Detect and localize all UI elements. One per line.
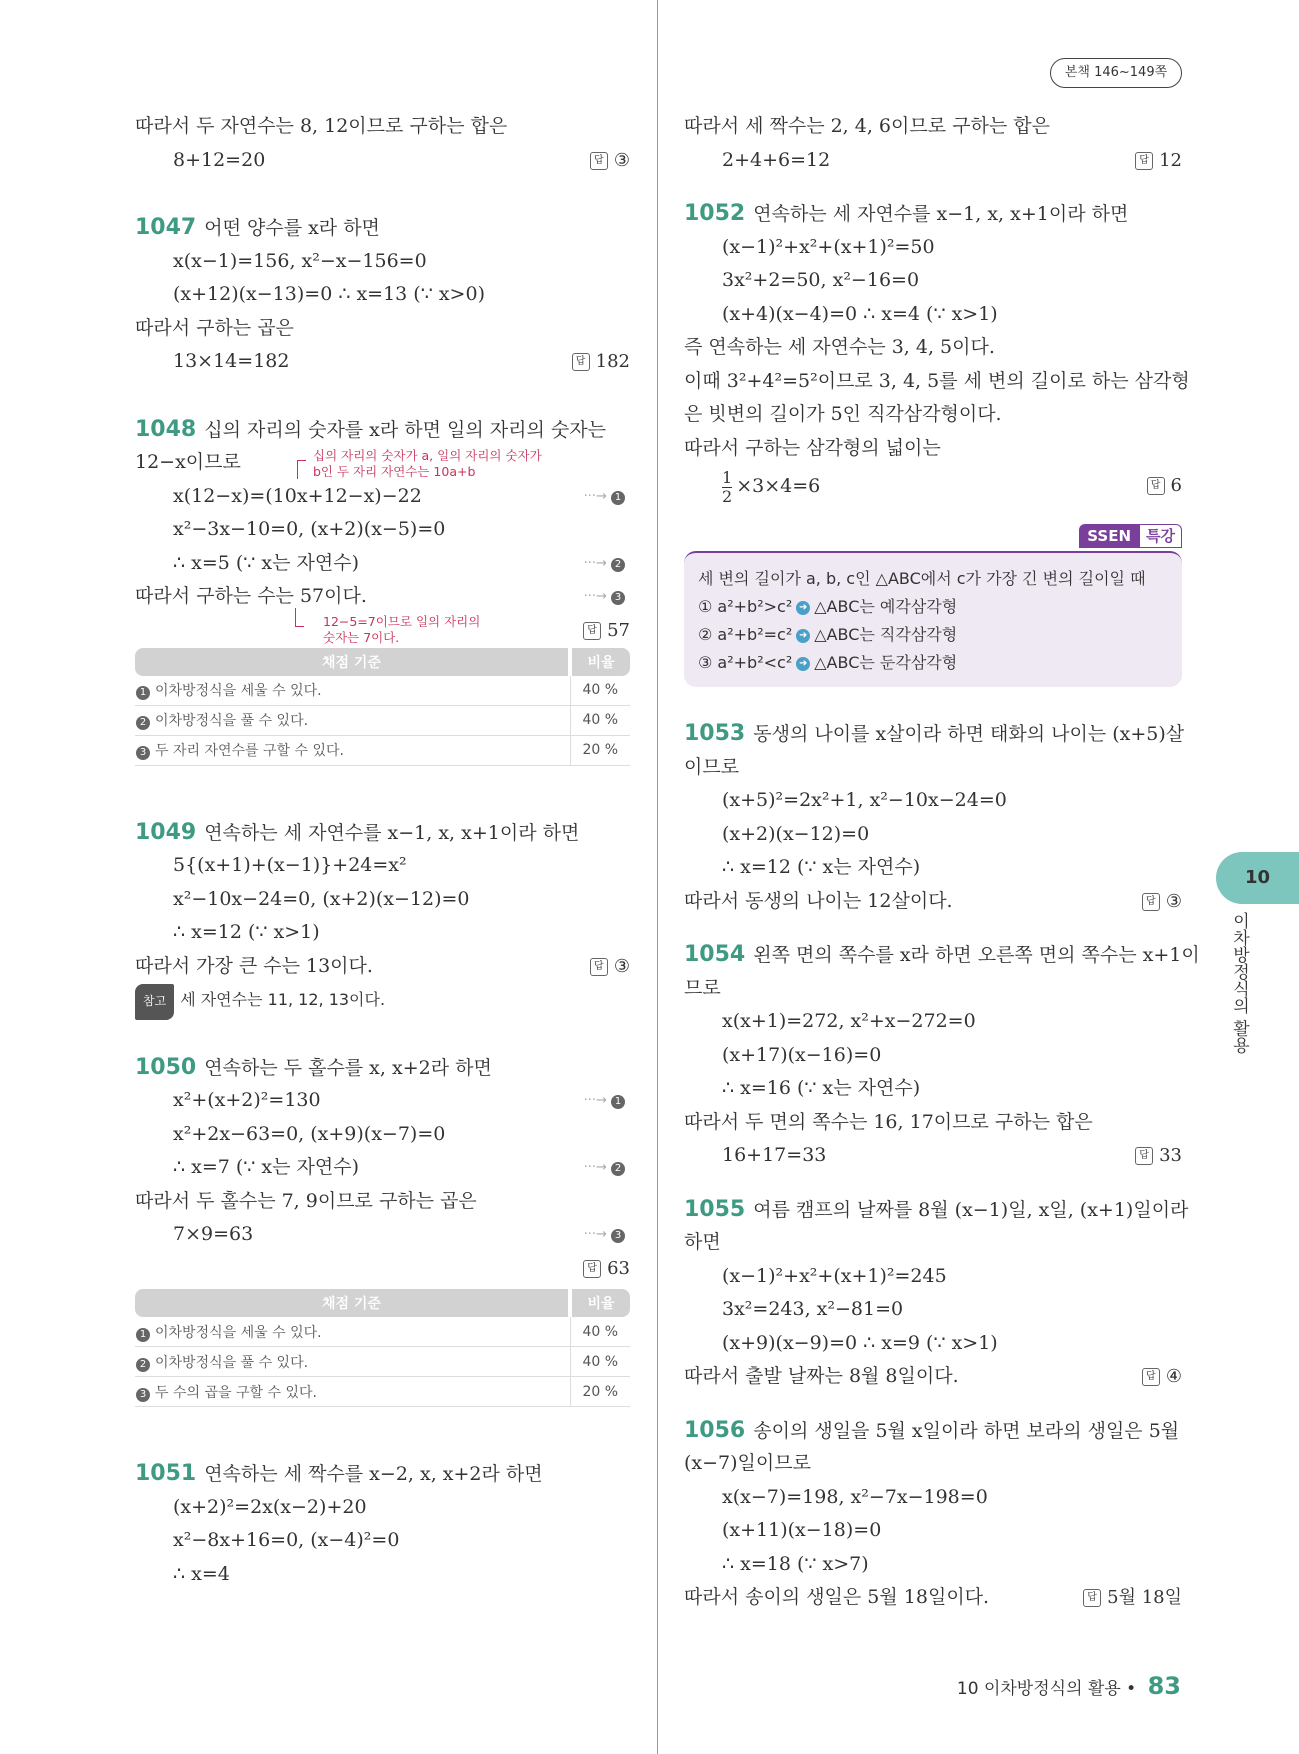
- ssen-rule: ② a²+b²=c² ➜ △ABC는 직각삼각형: [698, 625, 958, 644]
- problem-number: 1053: [684, 721, 746, 746]
- note-badge: 참고: [135, 984, 174, 1020]
- criteria-header: 채점 기준: [135, 1289, 570, 1317]
- problem-number: 1048: [135, 416, 197, 442]
- step-marker: ···→ 3: [584, 1218, 630, 1252]
- equation-line: ∴ x=18 (∵ x>7): [722, 1552, 869, 1575]
- problem-number: 1049: [135, 819, 197, 845]
- page-number: 83: [1147, 1672, 1181, 1700]
- problem-1049-intro: 1049 연속하는 세 자연수를 x−1, x, x+1이라 하면: [135, 819, 580, 845]
- ssen-tag: SSEN 특강: [1079, 525, 1182, 546]
- step-marker: ···→ 2: [584, 547, 630, 581]
- column-divider: [657, 0, 658, 1754]
- equation-line: 8+12=20 답 ③: [135, 144, 630, 178]
- text-line: 따라서 구하는 곱은: [135, 316, 294, 339]
- equation-line: (x+2)²=2x(x−2)+20: [173, 1495, 367, 1518]
- answer: 답 5월 18일: [1083, 1581, 1182, 1615]
- problem-1048-intro: 1048 십의 자리의 숫자를 x라 하면 일의 자리의 숫자는: [135, 416, 606, 442]
- problem-number: 1050: [135, 1054, 197, 1080]
- equation-line: (x+2)(x−12)=0: [722, 822, 870, 845]
- footer-separator: •: [1126, 1679, 1137, 1699]
- equation-line: 2+4+6=12 답 12: [684, 144, 1182, 178]
- table-row: 3 두 수의 곱을 구할 수 있다. 20 %: [135, 1377, 630, 1407]
- footer-chapter: 10 이차방정식의 활용: [956, 1679, 1121, 1699]
- right-column: [684, 110, 1200, 1615]
- step-marker: ···→ 1: [584, 1084, 630, 1118]
- answer: 답 ③: [590, 144, 630, 178]
- answer-icon: 답: [1142, 893, 1160, 911]
- text-line: 은 빗변의 길이가 5인 직각삼각형이다.: [684, 403, 1002, 425]
- equation-line: ∴ x=4: [173, 1562, 230, 1585]
- answer-icon: 답: [583, 622, 601, 640]
- text-line: 따라서 송이의 생일은 5월 18일이다. 답 5월 18일: [684, 1581, 1182, 1615]
- annotation-bracket: [295, 608, 304, 627]
- answer: 답 57: [583, 614, 630, 648]
- criteria-header: 채점 기준: [135, 648, 570, 676]
- text-line: 따라서 출발 날짜는 8월 8일이다. 답 ④: [684, 1360, 1182, 1394]
- step-marker: ···→ 3: [584, 580, 630, 614]
- equation-line: x(12−x)=(10x+12−x)−22 ···→ 1: [135, 480, 630, 514]
- problem-1051-intro: 1051 연속하는 세 짝수를 x−2, x, x+2라 하면: [135, 1461, 543, 1486]
- equation-line: x²−10x−24=0, (x+2)(x−12)=0: [173, 887, 470, 910]
- text-line: 따라서 세 짝수는 2, 4, 6이므로 구하는 합은: [684, 115, 1050, 137]
- answer: 답 12: [1135, 144, 1182, 178]
- equation-line: x²−3x−10=0, (x+2)(x−5)=0: [173, 518, 446, 540]
- problem-1056-intro: 1056 송이의 생일을 5월 x일이라 하면 보라의 생일은 5월: [684, 1417, 1180, 1443]
- answer-icon: 답: [590, 152, 608, 170]
- annotation-note: 십의 자리의 숫자가 a, 일의 자리의 숫자가 b인 두 자리 자연수는 10a+b: [313, 448, 542, 479]
- text-line: 12−x이므로 십의 자리의 숫자가 a, 일의 자리의 숫자가 b인 두 자리 자연수는 10a+b: [135, 448, 542, 479]
- answer-icon: 답: [1083, 1589, 1101, 1607]
- table-row: 3 두 자리 자연수를 구할 수 있다. 20 %: [135, 735, 630, 765]
- problem-number: 1047: [135, 215, 197, 240]
- left-column: [135, 110, 630, 1591]
- text-line: 따라서 두 자연수는 8, 12이므로 구하는 합은: [135, 115, 508, 137]
- text-line: 따라서 두 면의 쪽수는 16, 17이므로 구하는 합은: [684, 1110, 1093, 1133]
- book-reference-badge: 본책 146~149쪽: [1050, 58, 1182, 88]
- table-row: 2 이차방정식을 풀 수 있다. 40 %: [135, 705, 630, 735]
- equation-line: 13×14=182 답 182: [135, 345, 630, 379]
- ssen-title: 세 변의 길이가 a, b, c인 △ABC에서 c가 가장 긴 변의 길이일 때: [698, 569, 1146, 588]
- text-line: (x−7)일이므로: [684, 1452, 811, 1474]
- problem-number: 1056: [684, 1417, 746, 1443]
- equation-line: (x+12)(x−13)=0 ∴ x=13 (∵ x>0): [173, 283, 485, 305]
- problem-number: 1051: [135, 1461, 197, 1486]
- problem-number: 1054: [684, 942, 746, 967]
- equation-line: (x+17)(x−16)=0: [722, 1043, 882, 1066]
- answer-icon: 답: [572, 353, 590, 371]
- chapter-tab-label: 이차방정식의 활용: [1229, 912, 1249, 1054]
- equation-line: $\frac{1}{2}$ ×3×4=6 답 6: [684, 465, 1182, 507]
- ratio-header: 비율: [570, 1289, 630, 1317]
- answer-row: [135, 1252, 630, 1286]
- equation-line: ∴ x=5 (∵ x는 자연수) ···→ 2: [135, 547, 630, 581]
- annotation-note: 12−5=7이므로 일의 자리의 숫자는 7이다.: [323, 613, 481, 645]
- step-marker: ···→ 1: [584, 480, 630, 514]
- answer: 답 ③: [590, 950, 630, 984]
- equation-line: (x−1)²+x²+(x+1)²=245: [722, 1264, 947, 1287]
- text-line: 따라서 가장 큰 수는 13이다. 답 ③: [135, 950, 630, 984]
- ssen-rule: ③ a²+b²<c² ➜ △ABC는 둔각삼각형: [698, 653, 958, 672]
- equation-line: (x+5)²=2x²+1, x²−10x−24=0: [722, 789, 1007, 811]
- table-row: 1 이차방정식을 세울 수 있다. 40 %: [135, 676, 630, 706]
- scoring-criteria-table: [135, 648, 630, 766]
- problem-1052-intro: 1052 연속하는 세 자연수를 x−1, x, x+1이라 하면: [684, 201, 1129, 226]
- problem-1053-intro: 1053 동생의 나이를 x살이라 하면 태화의 나이는 (x+5)살: [684, 721, 1185, 746]
- equation-line: x²+2x−63=0, (x+9)(x−7)=0: [173, 1122, 446, 1145]
- answer: 답 63: [583, 1252, 630, 1286]
- scoring-criteria-table: [135, 1289, 630, 1407]
- text-line: 하면: [684, 1231, 721, 1253]
- equation-line: x²+(x+2)²=130 ···→ 1: [135, 1084, 630, 1118]
- ssen-rule: ① a²+b²>c² ➜ △ABC는 예각삼각형: [698, 597, 958, 616]
- text-line: 따라서 구하는 삼각형의 넓이는: [684, 436, 941, 459]
- answer: 답 6: [1147, 465, 1182, 507]
- table-row: 2 이차방정식을 풀 수 있다. 40 %: [135, 1347, 630, 1377]
- answer: 답 182: [572, 345, 630, 379]
- problem-number: 1055: [684, 1196, 746, 1222]
- equation-line: (x+11)(x−18)=0: [722, 1519, 882, 1541]
- answer: 답 ④: [1142, 1360, 1182, 1394]
- equation-line: ∴ x=7 (∵ x는 자연수) ···→ 2: [135, 1151, 630, 1185]
- annotation-row: [135, 614, 630, 644]
- problem-1055-intro: 1055 여름 캠프의 날짜를 8월 (x−1)일, x일, (x+1)일이라: [684, 1196, 1189, 1222]
- text-line: 이므로: [684, 755, 740, 778]
- step-marker: ···→ 2: [584, 1151, 630, 1185]
- answer-icon: 답: [583, 1260, 601, 1278]
- arrow-icon: ➜: [796, 601, 810, 615]
- text-line: 므로: [684, 976, 721, 999]
- arrow-icon: ➜: [796, 629, 810, 643]
- text-line: 따라서 구하는 수는 57이다. ···→ 3: [135, 580, 630, 614]
- equation-line: 3x²=243, x²−81=0: [722, 1298, 904, 1320]
- equation-line: ∴ x=16 (∵ x는 자연수): [722, 1077, 921, 1099]
- equation-line: 5{(x+1)+(x−1)}+24=x²: [173, 854, 407, 876]
- equation-line: (x−1)²+x²+(x+1)²=50: [722, 235, 935, 258]
- annotation-bracket: [297, 460, 306, 479]
- problem-number: 1052: [684, 201, 746, 226]
- equation-line: x(x−1)=156, x²−x−156=0: [173, 249, 427, 272]
- answer-icon: 답: [590, 958, 608, 976]
- ssen-special-box: [684, 527, 1182, 687]
- equation-line: (x+9)(x−9)=0 ∴ x=9 (∵ x>1): [722, 1331, 998, 1354]
- answer: 답 33: [1135, 1139, 1182, 1173]
- chapter-tab[interactable]: 10: [1216, 852, 1299, 904]
- answer-icon: 답: [1135, 1147, 1153, 1165]
- answer-icon: 답: [1147, 477, 1165, 495]
- text-line: 따라서 동생의 나이는 12살이다. 답 ③: [684, 885, 1182, 919]
- reference-note: 참고 세 자연수는 11, 12, 13이다.: [135, 983, 630, 1017]
- equation-line: 16+17=33 답 33: [684, 1139, 1182, 1173]
- fraction: $\frac{1}{2}$: [722, 467, 733, 506]
- equation-line: 3x²+2=50, x²−16=0: [722, 269, 920, 291]
- equation-line: (x+4)(x−4)=0 ∴ x=4 (∵ x>1): [722, 302, 998, 325]
- equation-line: x(x+1)=272, x²+x−272=0: [722, 1010, 976, 1032]
- equation-line: ∴ x=12 (∵ x는 자연수): [722, 856, 921, 878]
- answer-icon: 답: [1142, 1368, 1160, 1386]
- answer-icon: 답: [1135, 152, 1153, 170]
- text-line: 따라서 두 홀수는 7, 9이므로 구하는 곱은: [135, 1189, 477, 1212]
- equation-line: x(x−7)=198, x²−7x−198=0: [722, 1485, 988, 1508]
- ratio-header: 비율: [570, 648, 630, 676]
- equation-line: x²−8x+16=0, (x−4)²=0: [173, 1529, 400, 1551]
- problem-1054-intro: 1054 왼쪽 면의 쪽수를 x라 하면 오른쪽 면의 쪽수는 x+1이: [684, 942, 1200, 967]
- equation-line: ∴ x=12 (∵ x>1): [173, 921, 320, 943]
- text-line: 즉 연속하는 세 자연수는 3, 4, 5이다.: [684, 336, 995, 358]
- text-line: 이때 3²+4²=5²이므로 3, 4, 5를 세 변의 길이로 하는 삼각형: [684, 369, 1190, 392]
- equation-line: 7×9=63 ···→ 3: [135, 1218, 630, 1252]
- problem-1050-intro: 1050 연속하는 두 홀수를 x, x+2라 하면: [135, 1054, 492, 1080]
- table-row: 1 이차방정식을 세울 수 있다. 40 %: [135, 1317, 630, 1347]
- arrow-icon: ➜: [796, 657, 810, 671]
- answer: 답 ③: [1142, 885, 1182, 919]
- problem-1047-intro: 1047 어떤 양수를 x라 하면: [135, 215, 380, 240]
- page-footer: [957, 1672, 1181, 1700]
